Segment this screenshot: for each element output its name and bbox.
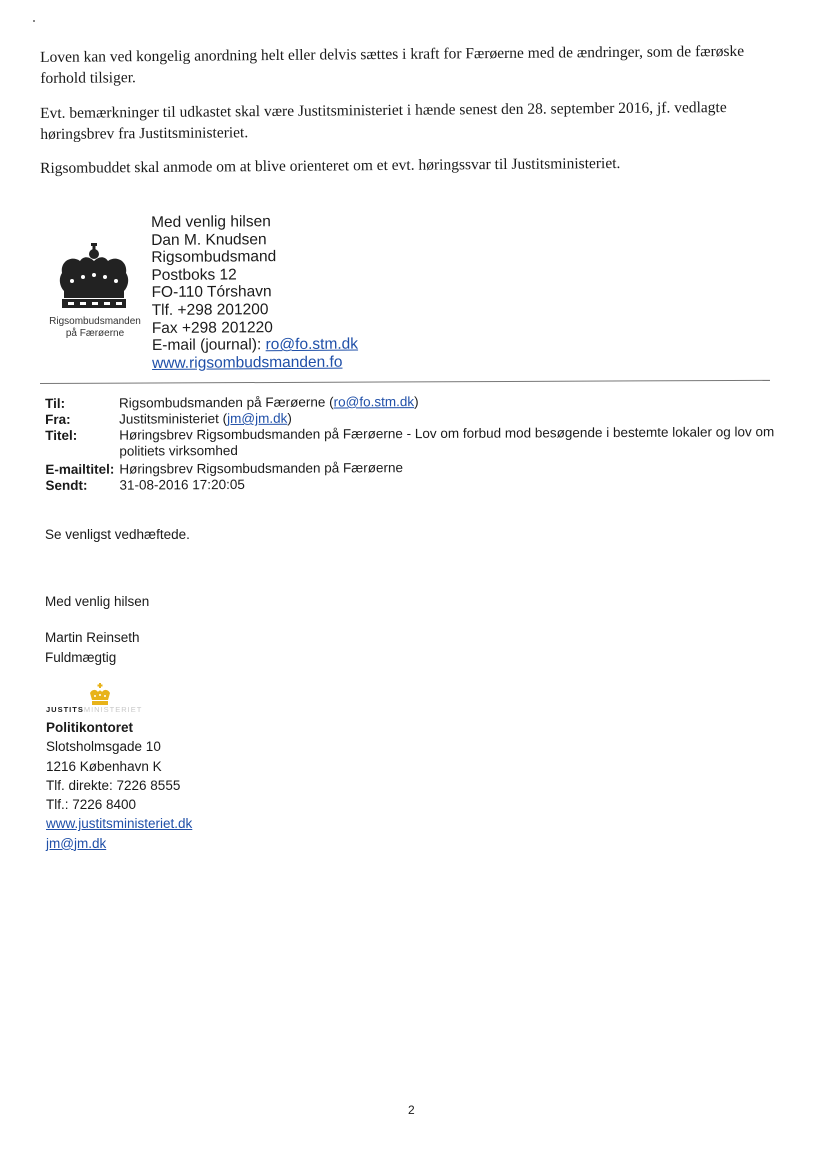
paragraph-entry-into-force: Loven kan ved kongelig anordning helt eller delvis sættes i kraft for Færøerne med de ændringer, som de færøske forhold tilsiger. bbox=[40, 42, 745, 87]
header-from-email-link[interactable]: jm@jm.dk bbox=[227, 410, 288, 427]
logo-caption-line2: på Færøerne bbox=[65, 328, 125, 339]
royal-crown-icon bbox=[50, 243, 138, 315]
body-line: Se venligst vedhæftede. bbox=[45, 527, 190, 542]
body-sender-role: Fuldmægtig bbox=[45, 650, 117, 665]
logo-caption bbox=[40, 316, 150, 340]
signature-postbox: Postboks 12 bbox=[151, 266, 237, 284]
header-divider bbox=[40, 380, 770, 384]
jm-website-line bbox=[46, 814, 192, 833]
header-title-label: Titel: bbox=[45, 427, 78, 443]
page-number: 2 bbox=[408, 1103, 415, 1117]
paragraph-request-orientation: Rigsombuddet skal anmode om at blive orienteret om et evt. høringssvar til Justitsministeriet. bbox=[40, 154, 621, 177]
header-mailtitle-label: E-mailtitel: bbox=[45, 461, 115, 477]
jm-office: Politikontoret bbox=[46, 720, 133, 735]
paragraph-comments-deadline: Evt. bemærkninger til udkastet skal være Justitsministeriet i hænde senest den 28. september 2016, jf. vedlagte høringsbrev fra Justitsministeriet. bbox=[40, 99, 727, 143]
jm-phone-direct: Tlf. direkte: 7226 8555 bbox=[46, 777, 181, 793]
header-to-label: Til: bbox=[45, 395, 66, 411]
header-row-title bbox=[45, 424, 785, 460]
signature-greeting: Med venlig hilsen bbox=[151, 213, 271, 231]
jm-website-link[interactable]: www.justitsministeriet.dk bbox=[46, 816, 193, 832]
jm-wordmark-light: MINISTERIET bbox=[83, 705, 143, 714]
header-row-sent bbox=[45, 474, 785, 494]
signature-fax: Fax +298 201220 bbox=[151, 318, 273, 337]
signature-email-label: E-mail (journal): bbox=[151, 336, 266, 355]
header-to-close: ) bbox=[414, 394, 419, 410]
jm-crown-icon bbox=[88, 683, 112, 707]
signature-title: Rigsombudsmand bbox=[151, 248, 277, 267]
jm-wordmark bbox=[46, 705, 142, 714]
body-sender-name: Martin Reinseth bbox=[45, 630, 140, 645]
header-sent-value: 31-08-2016 17:20:05 bbox=[119, 476, 245, 493]
scan-speck bbox=[33, 20, 35, 22]
jm-city: 1216 København K bbox=[46, 758, 162, 774]
signature-city: FO-110 Tórshavn bbox=[151, 283, 272, 302]
email-header bbox=[45, 392, 786, 494]
signature-phone: Tlf. +298 201200 bbox=[151, 301, 269, 319]
header-to-name: Rigsombudsmanden på Færøerne ( bbox=[118, 394, 334, 411]
header-from-label: Fra: bbox=[45, 411, 71, 427]
header-to-email-link[interactable]: ro@fo.stm.dk bbox=[333, 394, 415, 410]
jm-email-line bbox=[46, 834, 192, 853]
body-greeting: Med venlig hilsen bbox=[45, 594, 150, 609]
signature-website-line bbox=[152, 353, 358, 372]
header-from-close: ) bbox=[287, 410, 292, 426]
header-mailtitle-value: Høringsbrev Rigsombudsmanden på Færøerne bbox=[119, 460, 404, 477]
jm-signature bbox=[46, 718, 192, 853]
jm-phone: Tlf.: 7226 8400 bbox=[46, 797, 137, 813]
header-sent-label: Sendt: bbox=[45, 477, 88, 493]
signature-website-link[interactable]: www.rigsombudsmanden.fo bbox=[151, 353, 343, 372]
logo-caption-line1: Rigsombudsmanden bbox=[49, 316, 141, 327]
header-from-name: Justitsministeriet ( bbox=[119, 411, 228, 427]
jm-email-link[interactable]: jm@jm.dk bbox=[46, 835, 107, 851]
signature-email-link[interactable]: ro@fo.stm.dk bbox=[265, 335, 359, 354]
jm-street: Slotsholmsgade 10 bbox=[46, 739, 161, 755]
signature-email-line bbox=[152, 336, 358, 355]
signature-name: Dan M. Knudsen bbox=[151, 230, 267, 249]
rigsombud-signature bbox=[151, 213, 358, 373]
header-title-value: Høringsbrev Rigsombudsmanden på Færøerne - Lov om forbud mod besøgende i bestemte lokaler og lov om politiets virksomhed bbox=[119, 424, 775, 459]
jm-wordmark-bold: JUSTITS bbox=[46, 705, 84, 714]
